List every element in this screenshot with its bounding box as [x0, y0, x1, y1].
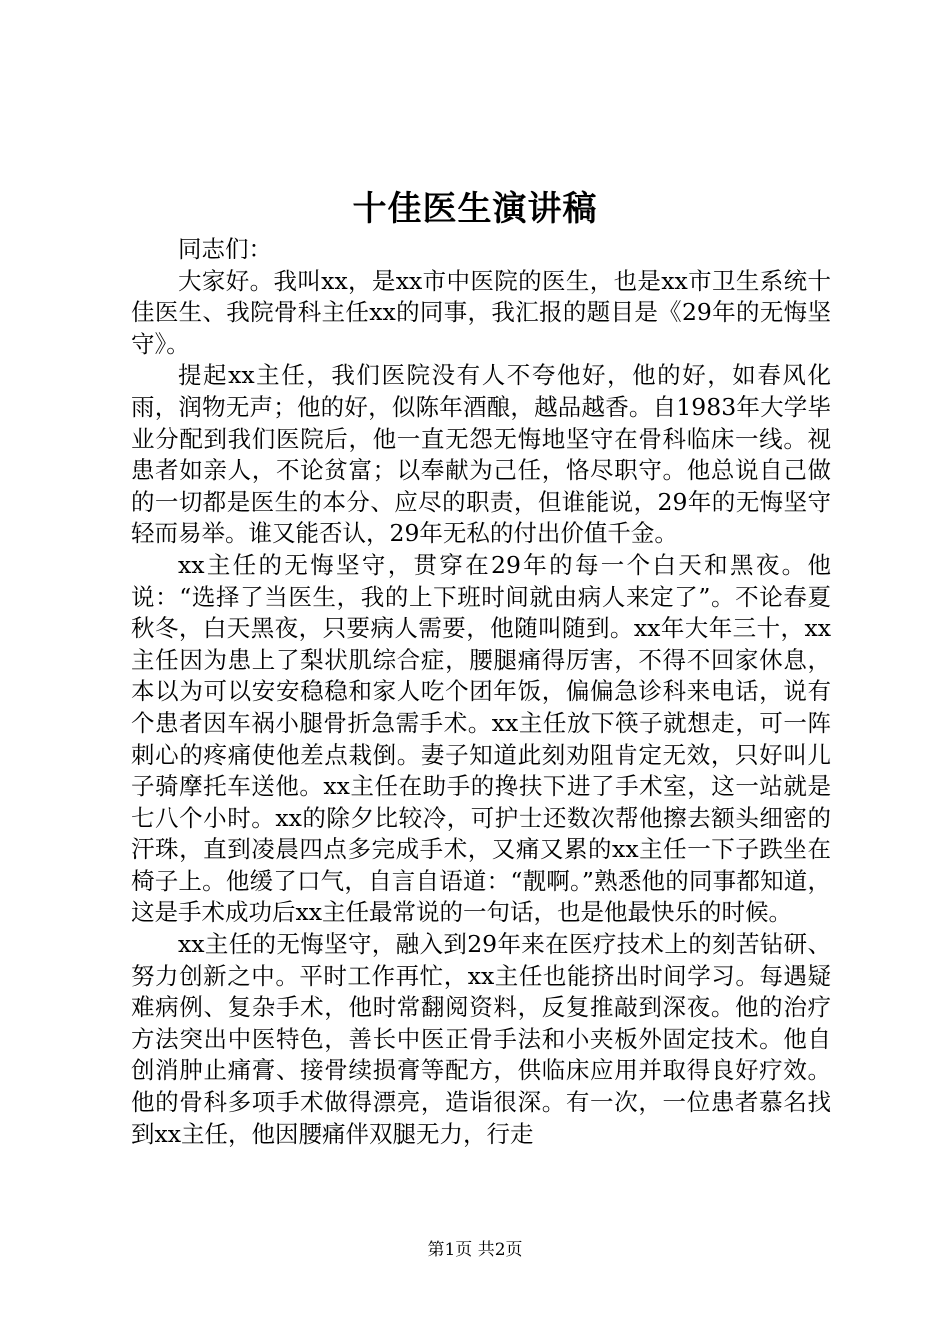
paragraph: 大家好。我叫xx，是xx市中医院的医生，也是xx市卫生系统十佳医生、我院骨科主任xx的同事，我汇报的题目是《29年的无悔坚守》。 [131, 266, 831, 358]
document-title: 十佳医生演讲稿 [352, 189, 598, 229]
document-body [131, 234, 831, 1150]
salutation: 同志们： [178, 235, 272, 263]
paragraph: xx主任的无悔坚守，贯穿在29年的每一个白天和黑夜。他说：“选择了当医生，我的上下班时间就由病人来定了”。不论春夏秋冬，白天黑夜，只要病人需要，他随叫随到。xx年大年三十，xx主任因为患上了梨状肌综合症，腰腿痛得厉害，不得不回家休息，本以为可以安安稳稳和家人吃个团年饭，偏偏急诊科来电话，说有个患者因车祸小腿骨折急需手术。xx主任放下筷子就想走，可一阵刺心的疼痛使他差点栽倒。妻子知道此刻劝阻肯定无效，只好叫儿子骑摩托车送他。xx主任在助手的搀扶下进了手术室，这一站就是七八个小时。xx的除夕比较冷，可护士还数次帮他擦去额头细密的汗珠，直到凌晨四点多完成手术，又痛又累的xx主任一下子跌坐在椅子上。他缓了口气，自言自语道：“靓啊。”熟悉他的同事都知道，这是手术成功后xx主任最常说的一句话，也是他最快乐的时候。 [131, 550, 831, 927]
page-footer: 第1页 共2页 [427, 1240, 523, 1260]
paragraph: 提起xx主任，我们医院没有人不夸他好，他的好，如春风化雨，润物无声；他的好，似陈年酒酿，越品越香。自1983年大学毕业分配到我们医院后，他一直无怨无悔地坚守在骨科临床一线。视患者如亲人，不论贫富；以奉献为己任，恪尽职守。他总说自己做的一切都是医生的本分、应尽的职责，但谁能说，29年的无悔坚守轻而易举。谁又能否认，29年无私的付出价值千金。 [131, 361, 831, 548]
paragraph: xx主任的无悔坚守，融入到29年来在医疗技术上的刻苦钻研、努力创新之中。平时工作再忙，xx主任也能挤出时间学习。每遇疑难病例、复杂手术，他时常翻阅资料，反复推敲到深夜。他的治疗方法突出中医特色，善长中医正骨手法和小夹板外固定技术。他自创消肿止痛膏、接骨续损膏等配方，供临床应用并取得良好疗效。他的骨科多项手术做得漂亮，造诣很深。有一次，一位患者慕名找到xx主任，他因腰痛伴双腿无力，行走 [131, 930, 831, 1148]
